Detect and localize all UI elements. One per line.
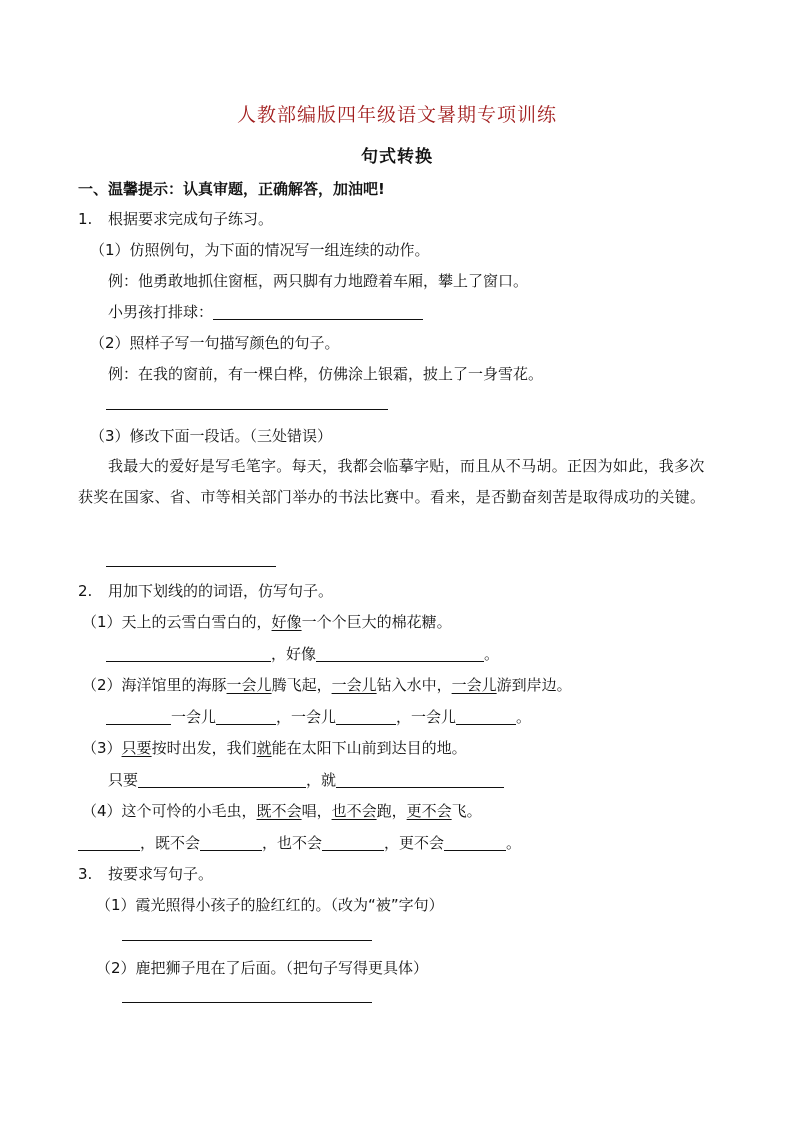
answer-line[interactable] xyxy=(122,1002,372,1003)
document-title: 人教部编版四年级语文暑期专项训练 xyxy=(236,104,557,126)
answer-blank[interactable] xyxy=(106,708,171,725)
q2-p2-fill xyxy=(106,706,531,728)
sentence-text: （2）海洋馆里的海豚 xyxy=(82,676,227,694)
answer-blank[interactable] xyxy=(200,834,262,851)
sentence-text: 一个个巨大的棉花糖。 xyxy=(301,613,452,631)
sentence-text: 按时出发，我们 xyxy=(151,739,257,757)
answer-blank[interactable] xyxy=(444,834,506,851)
fill-word: ，好像 xyxy=(271,645,317,663)
sentence-text: 唱， xyxy=(301,802,332,820)
q3-p2-label: （2）鹿把狮子甩在了后面。（把句子写得更具体） xyxy=(96,959,429,977)
answer-blank[interactable] xyxy=(316,645,484,662)
q2-number: 2. xyxy=(78,582,93,600)
sentence-text: 飞。 xyxy=(451,802,482,820)
fill-word: ，一会儿 xyxy=(396,708,457,726)
fill-end: 。 xyxy=(516,708,532,726)
q1-number: 1. xyxy=(78,210,93,228)
q1-p3-label: （3）修改下面一段话。（三处错误） xyxy=(90,427,333,445)
q1-p1-prompt xyxy=(108,301,423,323)
q1-text: 根据要求完成句子练习。 xyxy=(108,210,274,228)
fill-word: 一会儿 xyxy=(171,708,217,726)
q2-p3-fill xyxy=(108,769,504,791)
answer-blank[interactable] xyxy=(213,303,423,320)
underlined-word: 一会儿 xyxy=(331,676,377,694)
answer-blank[interactable] xyxy=(322,834,384,851)
sentence-text: 跑， xyxy=(376,802,407,820)
underlined-word: 只要 xyxy=(121,739,152,757)
section-heading: 一、温馨提示：认真审题，正确解答，加油吧! xyxy=(78,180,385,198)
q2-p1-fill xyxy=(106,643,499,665)
underlined-word: 一会儿 xyxy=(226,676,272,694)
answer-line[interactable] xyxy=(122,940,372,941)
fill-word: 只要 xyxy=(108,771,139,789)
answer-blank[interactable] xyxy=(138,771,306,788)
document-subtitle: 句式转换 xyxy=(361,147,433,167)
q1-p1-example: 例：他勇敢地抓住窗框，两只脚有力地蹬着车厢，攀上了窗口。 xyxy=(108,272,529,290)
fill-word: ，也不会 xyxy=(262,834,323,852)
sentence-text: 游到岸边。 xyxy=(496,676,572,694)
answer-blank[interactable] xyxy=(336,708,396,725)
q2-p4-sentence xyxy=(82,800,482,822)
sentence-text: （4）这个可怜的小毛虫， xyxy=(82,802,257,820)
fill-word: ，一会儿 xyxy=(276,708,337,726)
q3-p1-label: （1）霞光照得小孩子的脸红红的。（改为“被”字句） xyxy=(96,896,444,914)
q1-p2-example: 例：在我的窗前，有一棵白桦，仿佛涂上银霜，披上了一身雪花。 xyxy=(108,365,544,383)
answer-blank[interactable] xyxy=(456,708,516,725)
fill-word: ，既不会 xyxy=(140,834,201,852)
underlined-word: 好像 xyxy=(271,613,302,631)
q2-p1-sentence xyxy=(82,611,452,633)
sentence-text: （3） xyxy=(82,739,122,757)
q1-p1-prompt-text: 小男孩打排球： xyxy=(108,303,214,321)
sentence-text: 腾飞起， xyxy=(271,676,332,694)
fill-word: ，就 xyxy=(306,771,337,789)
q3-number: 3. xyxy=(78,865,93,883)
answer-line[interactable] xyxy=(106,566,276,567)
underlined-word: 一会儿 xyxy=(451,676,497,694)
answer-blank[interactable] xyxy=(106,645,271,662)
underlined-word: 既不会 xyxy=(256,802,302,820)
q2-p3-sentence xyxy=(82,737,467,759)
answer-blank[interactable] xyxy=(78,834,140,851)
q2-text: 用加下划线的的词语，仿写句子。 xyxy=(108,582,334,600)
fill-word: ，更不会 xyxy=(384,834,445,852)
fill-end: 。 xyxy=(506,834,522,852)
q3-text: 按要求写句子。 xyxy=(108,865,214,883)
answer-blank[interactable] xyxy=(336,771,504,788)
sentence-text: 能在太阳下山前到达目的地。 xyxy=(271,739,467,757)
q1-p1-label: （1）仿照例句，为下面的情况写一组连续的动作。 xyxy=(90,241,430,259)
q2-p4-fill xyxy=(78,832,521,854)
sentence-text: （1）天上的云雪白雪白的， xyxy=(82,613,272,631)
underlined-word: 就 xyxy=(256,739,272,757)
answer-blank[interactable] xyxy=(216,708,276,725)
answer-line[interactable] xyxy=(106,409,388,410)
underlined-word: 更不会 xyxy=(406,802,452,820)
fill-end: 。 xyxy=(484,645,500,663)
q1-p2-label: （2）照样子写一句描写颜色的句子。 xyxy=(90,334,340,352)
q1-p3-paragraph: 我最大的爱好是写毛笔字。每天，我都会临摹字贴，而且从不马胡。正因为如此，我多次获奖在国家、省、市等相关部门举办的书法比赛中。看来，是否勤奋刻苦是取得成功的关键。 xyxy=(78,457,706,506)
underlined-word: 也不会 xyxy=(331,802,377,820)
q2-p2-sentence xyxy=(82,674,572,696)
sentence-text: 钻入水中， xyxy=(376,676,452,694)
